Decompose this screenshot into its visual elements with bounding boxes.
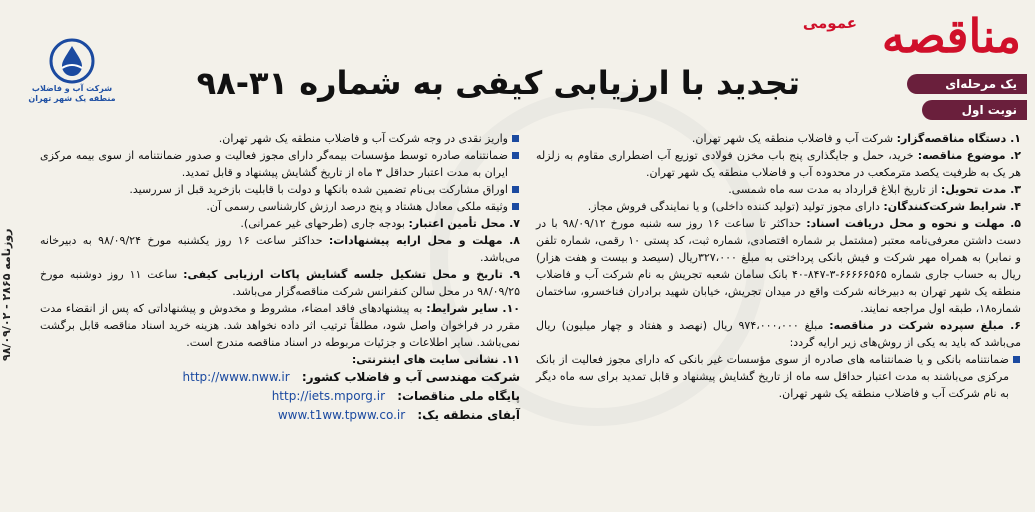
deposit-option-bank-guarantee: ضمانتنامه بانکی و یا ضمانتنامه های صادره از سوی مؤسسات غیر بانکی که دارای مجوز فعالیت از بانک مرکزی می‌باشند به مدت اعتبار حداقل سه ماه از تاریخ گشایش پیشنهاد و قابل تمدید برای سه ماه دیگر به نام شرکت آب و فاضلاب منطقه یک شهر تهران. (536, 351, 1021, 402)
item-3: ۳. مدت تحویل: از تاریخ ابلاغ قرارداد به مدت سه ماه شمسی. (728, 183, 1021, 196)
badge-title: مناقصه (881, 9, 1021, 63)
item-8: ۸. مهلت و محل ارایه پیشنهادات: حداکثر ساعت ۱۶ روز یکشنبه مورخ ۹۸/۰۹/۲۴ به دبیرخانه می‌باشد. (40, 234, 520, 264)
newspaper-brand: روزنامه (0, 228, 13, 270)
newspaper-side-strip (0, 95, 22, 495)
site-row-t1ww (40, 406, 520, 425)
deposit-option-property: وثیقه ملکی معادل هشتاد و پنج درصد ارزش کارشناسی رسمی آن. (40, 198, 520, 215)
item-2: ۲. موضوع مناقصه: خرید، حمل و جایگذاری پنج باب مخزن فولادی توزیع آب اضطراری مقاوم به زلزله هر یک به ظرفیت یکصد مترمکعب در محدوده آب و فاضلاب منطقه یک شهر تهران. (536, 149, 1021, 179)
item-7: ۷. محل تأمین اعتبار: بودجه جاری (طرحهای غیر عمرانی). (240, 217, 520, 230)
site-label-iets: پایگاه ملی مناقصات: (397, 389, 520, 403)
item-9: ۹. تاریخ و محل تشکیل جلسه گشایش پاکات ارزیابی کیفی: ساعت ۱۱ روز دوشنبه مورخ ۹۸/۰۹/۲۵ در محل سالن کنفرانس شرکت مناقصه‌گزار می‌باشد. (40, 268, 520, 298)
left-column (40, 130, 520, 425)
round-pill: نوبت اول (922, 100, 1027, 120)
stage-pill: یک مرحله‌ای (907, 74, 1027, 94)
right-column (536, 130, 1021, 402)
company-logo (28, 38, 116, 126)
tender-badge (802, 8, 1027, 118)
item-11: ۱۱. نشانی سایت های اینترنتی: (351, 353, 520, 366)
logo-line-2: منطقه یک شهر تهران (28, 94, 116, 103)
deposit-option-bonds: اوراق مشارکت بی‌نام تضمین شده بانکها و دولت با قابلیت بازخرید قبل از سررسید. (40, 181, 520, 198)
badge-subtitle: عمومی (802, 14, 857, 32)
item-10: ۱۰. سایر شرایط: به پیشنهادهای فاقد امضاء، مشروط و مخدوش و پیشنهاداتی که پس از انقضاء مدت مقرر در فراخوان واصل شود، مطلقاً ترتیب اثر داده نخواهد شد. هزینه خرید اسناد مناقصه قابل برگشت نمی‌باشد. سایر اطلاعات و جزئیات مربوطه در اسناد مناقصه مندرج است. (40, 302, 520, 349)
deposit-option-cash: واریز نقدی در وجه شرکت آب و فاضلاب منطقه یک شهر تهران. (40, 130, 520, 147)
water-drop-logo-icon (49, 38, 95, 84)
site-link-iets[interactable]: http://iets.mporg.ir (271, 389, 386, 403)
site-link-nww[interactable]: http://www.nww.ir (182, 370, 290, 384)
item-1: ۱. دستگاه مناقصه‌گزار: شرکت آب و فاضلاب منطقه یک شهر تهران. (691, 132, 1021, 145)
page-title: تجدید با ارزیابی کیفی به شماره ۳۱-۹۸ (196, 64, 800, 102)
site-label-t1ww: آبفای منطقه یک: (417, 408, 520, 422)
newspaper-issue-code: ۲۸۶۵ - ۹۸/۰۹/۰۲ (0, 273, 13, 362)
site-row-nww (40, 368, 520, 387)
logo-line-1: شرکت آب و فاضلاب (31, 84, 113, 93)
site-label-nww: شرکت مهندسی آب و فاضلاب کشور: (301, 370, 520, 384)
item-4: ۴. شرایط شرکت‌کنندگان: دارای مجوز تولید (تولید کننده داخلی) و یا نمایندگی فروش مجاز. (587, 200, 1021, 213)
item-6: ۶. مبلغ سپرده شرکت در مناقصه: مبلغ ۹۷۴،۰۰۰،۰۰۰ ریال (نهصد و هفتاد و چهار میلیون) ریال می‌باشد که باید به یکی از روش‌های زیر ارایه گردد: (536, 319, 1022, 349)
deposit-option-insurance: ضمانتنامه صادره توسط مؤسسات بیمه‌گر دارای مجوز فعالیت و صدور ضمانتنامه از سوی بیمه مرکزی ایران به مدت اعتبار حداقل ۳ ماه از تاریخ گشایش پیشنهاد و قابل تمدید. (40, 147, 520, 181)
site-link-t1ww[interactable]: www.t1ww.tpww.co.ir (277, 408, 406, 422)
item-5: ۵. مهلت و نحوه و محل دریافت اسناد: حداکثر تا ساعت ۱۶ روز سه شنبه مورخ ۹۸/۰۹/۱۲ با در دست داشتن معرفی‌نامه معتبر (مشتمل بر شماره اقتصادی، شماره ثبت، کد پستی ۱۰ رقمی، شماره تلفن و نمابر) به همراه مهر شرکت و فیش بانکی پرداختی به مبلغ ۳۲۷،۰۰۰ریال (سیصد و بیست و هفت هزار) ریال به حساب جاری شماره ۶۶۶۶۶۵۶۵-۳-۸۴۷-۴۰ بانک سامان شعبه تجریش به نام شرکت آب و فاضلاب منطقه یک شهر تهران به دبیرخانه شرکت واقع در میدان تجریش، خیابان شهید برادران فناخسرو، ساختمان شماره۱۸، طبقه اول مراجعه نمایند. (536, 217, 1021, 315)
site-row-iets (40, 387, 520, 406)
